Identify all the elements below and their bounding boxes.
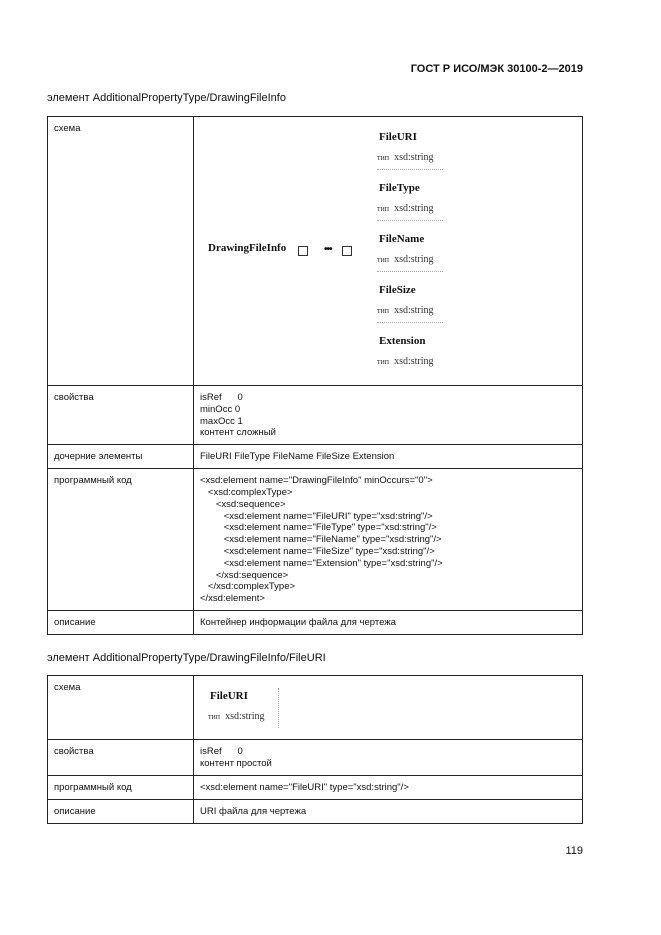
schema-child-type: тип xsd:string: [377, 203, 434, 214]
schema-root-name: DrawingFileInfo: [208, 242, 287, 254]
schema-child-name: FileName: [379, 233, 425, 245]
description-label: описание: [48, 610, 194, 634]
code-label: программный код: [48, 775, 194, 799]
section2-caption: элемент AdditionalPropertyType/DrawingFileInfo/FileURI: [47, 652, 326, 664]
code-value: <xsd:element name="FileURI" type="xsd:string"/>: [194, 775, 583, 799]
code-value: <xsd:element name="DrawingFileInfo" minOccurs="0"> <xsd:complexType> <xsd:sequence> <xsd:element name="FileURI" type="xsd:string"/> <xsd:element name="FileType" type="xsd:string"/> <xsd:element name="FileName" type="xsd:string"/> <xsd:element name="FileSize" type="xsd:string"/> <xsd:element name="Extension" type="xsd:string"/> </xsd:sequence> </xsd:complexType> </xsd:element>: [194, 469, 583, 611]
schema-child-type: тип xsd:string: [377, 356, 434, 367]
schema-child-name: FileSize: [379, 284, 416, 296]
schema-element-type: тип xsd:string: [208, 711, 265, 722]
description-row: [48, 799, 583, 823]
code-row: [48, 775, 583, 799]
schema-child-type: тип xsd:string: [377, 254, 434, 265]
schema-diagram: [194, 117, 583, 386]
description-value: URI файла для чертежа: [194, 799, 583, 823]
schema-child-name: FileType: [379, 182, 420, 194]
code-row: [48, 469, 583, 611]
properties-label: свойства: [48, 740, 194, 776]
schema-label: схема: [48, 117, 194, 386]
description-label: описание: [48, 799, 194, 823]
description-row: [48, 610, 583, 634]
description-value: Контейнер информации файла для чертежа: [194, 610, 583, 634]
ellipsis-icon: •••: [324, 244, 332, 255]
properties-value: isRef 0 контент простой: [194, 740, 583, 776]
standard-header: ГОСТ Р ИСО/МЭК 30100-2—2019: [410, 63, 583, 75]
schema-row: [48, 676, 583, 740]
schema-diagram: [194, 676, 583, 740]
code-label: программный код: [48, 469, 194, 611]
section1-table: [47, 116, 583, 635]
schema-label: схема: [48, 676, 194, 740]
properties-row: [48, 740, 583, 776]
schema-child-type: тип xsd:string: [377, 305, 434, 316]
section1-caption: элемент AdditionalPropertyType/DrawingFileInfo: [47, 92, 286, 104]
properties-value: isRef 0 minOcc 0 maxOcc 1 контент сложный: [194, 386, 583, 445]
schema-child-name: Extension: [379, 335, 426, 347]
children-row: [48, 445, 583, 469]
schema-row: [48, 117, 583, 386]
properties-row: [48, 386, 583, 445]
page-number: 119: [565, 845, 583, 857]
children-label: дочерние элементы: [48, 445, 194, 469]
section2-table: [47, 675, 583, 824]
sequence-icon: [298, 246, 308, 256]
sequence-icon: [342, 246, 352, 256]
schema-child-name: FileURI: [379, 131, 417, 143]
children-value: FileURI FileType FileName FileSize Extension: [194, 445, 583, 469]
properties-label: свойства: [48, 386, 194, 445]
schema-child-type: тип xsd:string: [377, 152, 434, 163]
schema-element-name: FileURI: [210, 690, 248, 702]
